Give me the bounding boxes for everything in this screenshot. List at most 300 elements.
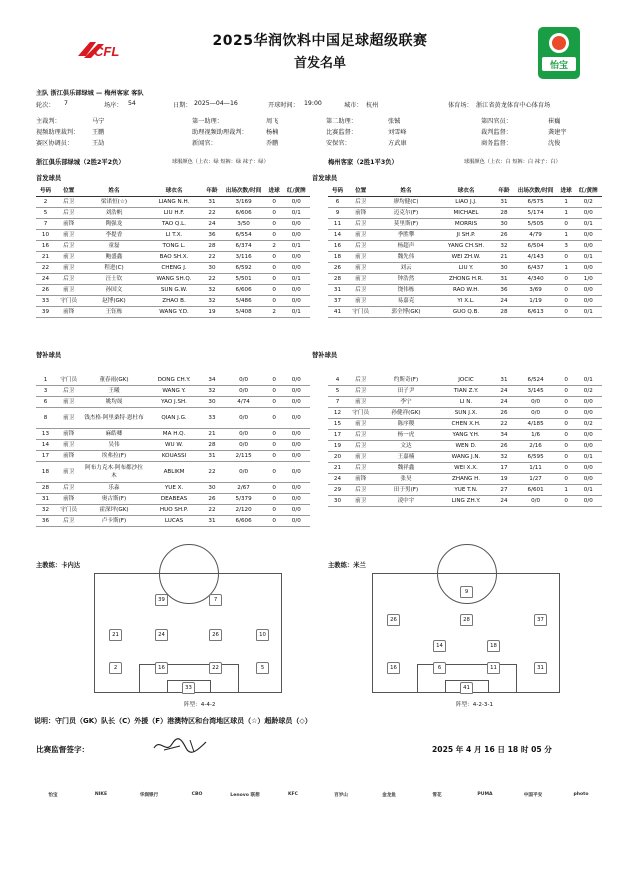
table-cell: 1	[558, 208, 575, 219]
table-cell: DONG CH.Y.	[146, 375, 203, 386]
table-row	[36, 263, 310, 274]
table-cell: 前卫	[55, 397, 82, 408]
table-cell: 前卫	[347, 230, 374, 241]
table-cell: TONG L.	[146, 241, 203, 252]
table-cell: ZHAO B.	[146, 296, 203, 307]
table-cell: 0/1	[575, 485, 602, 496]
table-cell: 后卫	[347, 441, 374, 452]
table-cell: LI N.	[438, 397, 495, 408]
match-info-row: 轮次： 7 场序： 54 日期： 2025—04—16 开球时间： 19:00 城市： 杭州 体育场： 浙江省黄龙体育中心体育场	[36, 100, 551, 109]
table-cell: 36	[36, 516, 55, 527]
table-cell: 前卫	[55, 440, 82, 451]
sponsor-logo: 百岁山	[334, 793, 348, 798]
table-cell: 31	[328, 285, 347, 296]
table-cell: LIU Y.	[438, 263, 495, 274]
table-row	[36, 386, 310, 397]
sponsor-strip	[30, 780, 610, 820]
table-row	[328, 274, 602, 285]
table-cell: 24	[494, 296, 513, 307]
table-cell: 6/592	[221, 263, 265, 274]
table-cell: 0/0	[575, 408, 602, 419]
table-cell: 迈克尔(F)	[374, 208, 437, 219]
table-cell: 0/0	[283, 408, 310, 429]
table-cell: 6	[36, 397, 55, 408]
table-row	[328, 375, 602, 386]
table-row	[328, 430, 602, 441]
table-cell: 0/0	[283, 386, 310, 397]
column-header: 号码	[36, 186, 55, 197]
table-cell: 0	[266, 296, 283, 307]
table-row	[36, 219, 310, 230]
table-row	[36, 505, 310, 516]
table-cell: 0	[558, 296, 575, 307]
table-cell: 30	[494, 219, 513, 230]
table-row	[36, 429, 310, 440]
table-cell: 3	[36, 386, 55, 397]
table-row	[36, 296, 310, 307]
table-cell: 0	[266, 197, 283, 208]
table-cell: 16	[36, 241, 55, 252]
table-row	[328, 463, 602, 474]
table-cell: RAO W.H.	[438, 285, 495, 296]
table-cell: 后卫	[55, 274, 82, 285]
page-title: 2025华润饮料中国足球超级联赛	[212, 33, 428, 49]
player-shirt-icon: 16	[155, 662, 168, 674]
column-header: 姓名	[374, 186, 437, 197]
table-cell: 30	[202, 397, 221, 408]
table-cell: 赵博(GK)	[82, 296, 145, 307]
column-header: 进球	[266, 186, 283, 197]
table-cell: 前卫	[55, 285, 82, 296]
table-cell: 0/1	[283, 274, 310, 285]
table-cell: 0	[558, 397, 575, 408]
table-cell: 程进(C)	[82, 263, 145, 274]
table-cell: 0	[266, 494, 283, 505]
table-cell: 0/0	[283, 263, 310, 274]
table-row	[328, 252, 602, 263]
table-cell: 后卫	[347, 485, 374, 496]
home-team-colors: 球服颜色（上衣：绿 短裤：绿 袜子：绿）	[172, 159, 269, 165]
table-cell: 6/601	[513, 485, 557, 496]
table-cell: 0/0	[283, 296, 310, 307]
table-cell: 0/0	[513, 496, 557, 507]
table-cell: 32	[494, 452, 513, 463]
table-cell: 前卫	[55, 462, 82, 483]
table-cell: 2/67	[221, 483, 265, 494]
table-cell: 钟浩然	[374, 274, 437, 285]
table-cell: 前锋	[347, 208, 374, 219]
table-cell: 后卫	[347, 219, 374, 230]
table-cell: 0/0	[283, 197, 310, 208]
table-cell: 0/0	[513, 397, 557, 408]
table-cell: 21	[328, 463, 347, 474]
player-shirt-icon: 22	[209, 662, 222, 674]
table-cell: 凌中宇	[374, 496, 437, 507]
table-cell: 饶伟栋	[374, 285, 437, 296]
table-cell: 6/437	[513, 263, 557, 274]
table-cell: 0/0	[221, 429, 265, 440]
table-row	[36, 516, 310, 527]
table-cell: 2/115	[221, 451, 265, 462]
table-cell: 34	[202, 375, 221, 386]
table-cell: 后卫	[347, 463, 374, 474]
table-cell: 0	[266, 274, 283, 285]
player-shirt-icon: 18	[487, 640, 500, 652]
table-cell: 0/0	[575, 263, 602, 274]
home-team-name: 浙江俱乐部绿城（2胜2平2负）	[36, 159, 125, 166]
table-cell: 1	[558, 197, 575, 208]
home-formation: 阵型：4-4-2	[184, 702, 216, 708]
table-row	[36, 197, 310, 208]
table-cell: SUN G.W.	[146, 285, 203, 296]
player-shirt-icon: 24	[155, 629, 168, 641]
sponsor-logo: 雪花	[432, 793, 442, 798]
table-cell: 6/606	[221, 285, 265, 296]
sponsor-logo: 中国平安	[523, 793, 543, 798]
table-cell: 前卫	[347, 452, 374, 463]
column-header: 红/黄牌	[283, 186, 310, 197]
table-cell: 0	[558, 441, 575, 452]
player-shirt-icon: 7	[209, 594, 222, 606]
away-formation: 阵型：4-2-3-1	[456, 702, 494, 708]
table-cell: 季胜攀	[374, 230, 437, 241]
player-shirt-icon: 37	[534, 614, 547, 626]
table-row	[328, 452, 602, 463]
table-cell: 守门员	[55, 505, 82, 516]
home-starters-table	[36, 186, 310, 318]
table-cell: 姚均晟	[82, 397, 145, 408]
table-cell: 36	[202, 230, 221, 241]
table-cell: LIAO J.J.	[438, 197, 495, 208]
table-cell: 0/0	[283, 494, 310, 505]
table-cell: 22	[202, 252, 221, 263]
table-cell: 0	[266, 375, 283, 386]
sponsor-logo: 怡宝	[48, 793, 58, 798]
table-cell: 0	[266, 285, 283, 296]
table-cell: 0/0	[575, 397, 602, 408]
table-cell: 26	[494, 230, 513, 241]
table-cell: ZHANG H.	[438, 474, 495, 485]
table-cell: 22	[202, 462, 221, 483]
table-cell: CHENG J.	[146, 263, 203, 274]
column-header: 姓名	[82, 186, 145, 197]
table-row	[328, 285, 602, 296]
table-cell: 29	[328, 485, 347, 496]
table-row	[328, 474, 602, 485]
table-cell: 0/0	[575, 474, 602, 485]
table-cell: 前锋	[55, 307, 82, 318]
table-cell: 24	[202, 219, 221, 230]
table-cell: 3/169	[221, 197, 265, 208]
player-shirt-icon: 16	[387, 662, 400, 674]
table-row	[36, 252, 310, 263]
teams-line: 主队 浙江俱乐部绿城 — 梅州客家 客队	[36, 90, 144, 97]
table-cell: 31	[494, 197, 513, 208]
table-cell: 26	[328, 263, 347, 274]
table-cell: 26	[202, 494, 221, 505]
table-cell: 0/0	[283, 451, 310, 462]
table-cell: 霍深坪(GK)	[82, 505, 145, 516]
table-cell: 后卫	[347, 285, 374, 296]
player-shirt-icon: 6	[433, 662, 446, 674]
table-row	[328, 441, 602, 452]
table-cell: 魏先伟	[374, 252, 437, 263]
table-cell: WANG Y.D.	[146, 307, 203, 318]
table-cell: 0/0	[221, 440, 265, 451]
column-header: 出场次数/时间	[513, 186, 557, 197]
table-cell: 0/0	[575, 230, 602, 241]
table-row	[36, 408, 310, 429]
table-cell: 李提香	[82, 230, 145, 241]
table-cell: 34	[494, 430, 513, 441]
table-header-row	[36, 186, 310, 197]
table-row	[36, 462, 310, 483]
table-cell: JOCIC	[438, 375, 495, 386]
table-row	[36, 274, 310, 285]
table-cell: 0/1	[283, 208, 310, 219]
table-cell: 9	[328, 208, 347, 219]
table-cell: 30	[328, 496, 347, 507]
table-cell: 32	[36, 505, 55, 516]
table-cell: 19	[202, 307, 221, 318]
table-cell: 前卫	[55, 408, 82, 429]
table-cell: 李宁	[374, 397, 437, 408]
table-cell: BAO SH.X.	[146, 252, 203, 263]
table-row	[328, 241, 602, 252]
svg-text:怡宝: 怡宝	[549, 61, 569, 71]
table-cell: 吴伟	[82, 440, 145, 451]
table-cell: 易嘉克	[374, 296, 437, 307]
table-row	[328, 419, 602, 430]
player-shirt-icon: 31	[534, 662, 547, 674]
table-cell: 后卫	[347, 241, 374, 252]
sponsor-logo: photo	[573, 792, 589, 797]
table-cell: 2	[266, 307, 283, 318]
table-cell: 24	[328, 474, 347, 485]
table-cell: 0/0	[283, 483, 310, 494]
column-header: 球衣名	[146, 186, 203, 197]
table-cell: 孙国文	[82, 285, 145, 296]
table-cell: 魏祥鑫	[374, 463, 437, 474]
player-shirt-icon: 14	[433, 640, 446, 652]
player-shirt-icon: 10	[256, 629, 269, 641]
table-cell: 0/0	[221, 462, 265, 483]
table-row	[328, 496, 602, 507]
table-cell: 埃弗拉(F)	[82, 451, 145, 462]
table-cell: 前锋	[347, 474, 374, 485]
table-cell: 0/0	[283, 462, 310, 483]
table-cell: 19	[494, 474, 513, 485]
table-cell: 0	[558, 307, 575, 318]
sponsor-logo: Lenovo 联想	[230, 793, 260, 798]
table-cell: 0	[558, 463, 575, 474]
table-cell: 1	[558, 485, 575, 496]
table-cell: YUE X.	[146, 483, 203, 494]
signature-mark	[150, 736, 210, 756]
table-cell: 田子尹	[374, 386, 437, 397]
table-cell: 21	[36, 252, 55, 263]
table-cell: 前卫	[347, 296, 374, 307]
table-cell: 6/554	[221, 230, 265, 241]
table-cell: ABLIKM	[146, 462, 203, 483]
table-cell: 26	[36, 285, 55, 296]
table-cell: 0/0	[513, 408, 557, 419]
table-cell: 0	[266, 429, 283, 440]
table-cell: 0	[266, 516, 283, 527]
table-cell: 6/613	[513, 307, 557, 318]
away-team-colors: 球服颜色（上衣：白 短裤：白 袜子：白）	[464, 159, 561, 165]
table-row	[36, 230, 310, 241]
table-row	[328, 408, 602, 419]
table-cell: LIU H.F.	[146, 208, 203, 219]
signature-label: 比赛监督签字：	[36, 745, 90, 754]
table-cell: 2/120	[221, 505, 265, 516]
away-subs-table	[328, 375, 602, 507]
table-cell: 26	[494, 408, 513, 419]
table-cell: 28	[202, 241, 221, 252]
table-cell: 28	[328, 274, 347, 285]
table-cell: WANG SH.Q.	[146, 274, 203, 285]
table-cell: 22	[36, 263, 55, 274]
csl-logo	[538, 27, 580, 79]
table-cell: 0/1	[575, 219, 602, 230]
player-shirt-icon: 33	[182, 682, 195, 694]
table-cell: 0/1	[283, 307, 310, 318]
table-cell: 0	[266, 483, 283, 494]
table-cell: 21	[202, 429, 221, 440]
table-cell: 4/74	[221, 397, 265, 408]
table-cell: 6/374	[221, 241, 265, 252]
home-coach: 主教练：卡内达	[36, 562, 81, 569]
table-cell: 0/0	[221, 408, 265, 429]
table-cell: 33	[36, 296, 55, 307]
table-cell: 15	[328, 419, 347, 430]
table-cell: 梁诺恒(☆)	[82, 197, 145, 208]
table-cell: 31	[202, 451, 221, 462]
table-cell: MORRIS	[438, 219, 495, 230]
table-cell: 36	[494, 285, 513, 296]
player-shirt-icon: 5	[256, 662, 269, 674]
player-shirt-icon: 26	[387, 614, 400, 626]
table-cell: 卢卡斯(F)	[82, 516, 145, 527]
table-cell: YUE T.N.	[438, 485, 495, 496]
table-row	[328, 386, 602, 397]
player-shirt-icon: 2	[109, 662, 122, 674]
table-row	[36, 285, 310, 296]
table-cell: 0	[558, 386, 575, 397]
table-cell: 约斯奇(F)	[374, 375, 437, 386]
table-cell: 0/0	[283, 219, 310, 230]
table-cell: 0/0	[221, 386, 265, 397]
table-cell: 5/408	[221, 307, 265, 318]
table-cell: 18	[36, 462, 55, 483]
table-row	[328, 197, 602, 208]
player-shirt-icon: 9	[460, 586, 473, 598]
sponsor-logo: KFC	[287, 792, 299, 797]
table-cell: 0	[266, 451, 283, 462]
away-team-name: 梅州客家（2胜1平3负）	[328, 159, 398, 166]
table-cell: YAO J.SH.	[146, 397, 203, 408]
table-cell: 0/0	[575, 241, 602, 252]
table-cell: 3/145	[513, 386, 557, 397]
table-cell: 0/0	[283, 375, 310, 386]
table-cell: 0	[266, 219, 283, 230]
table-row	[328, 485, 602, 496]
table-cell: 6/595	[513, 452, 557, 463]
away-starters-table	[328, 186, 602, 318]
column-header: 号码	[328, 186, 347, 197]
away-coach: 主教练：米兰	[328, 562, 366, 569]
table-cell: 孙健祥(GK)	[374, 408, 437, 419]
table-cell: 0/0	[283, 397, 310, 408]
table-cell: MICHAEL	[438, 208, 495, 219]
table-cell: 1/27	[513, 474, 557, 485]
table-cell: 0/1	[575, 252, 602, 263]
table-cell: 31	[202, 516, 221, 527]
table-cell: 0	[266, 440, 283, 451]
table-cell: 4	[328, 375, 347, 386]
table-cell: 前卫	[55, 230, 82, 241]
table-cell: 王嘉楠	[374, 452, 437, 463]
table-row	[328, 208, 602, 219]
table-cell: 0/0	[283, 505, 310, 516]
player-shirt-icon: 26	[209, 629, 222, 641]
home-formation-pitch	[94, 573, 282, 693]
column-header: 位置	[347, 186, 374, 197]
table-cell: 22	[494, 419, 513, 430]
table-cell: 31	[494, 375, 513, 386]
table-cell: 守门员	[55, 296, 82, 307]
table-cell: TAO Q.L.	[146, 219, 203, 230]
table-cell: 0	[558, 496, 575, 507]
table-cell: 0/0	[283, 429, 310, 440]
table-cell: 30	[202, 263, 221, 274]
table-cell: LI T.X.	[146, 230, 203, 241]
table-cell: 前卫	[55, 252, 82, 263]
table-cell: 0	[558, 252, 575, 263]
table-cell: 0	[558, 219, 575, 230]
table-cell: 24	[494, 386, 513, 397]
table-cell: 33	[202, 408, 221, 429]
table-cell: 1/6	[513, 430, 557, 441]
table-cell: 3/50	[221, 219, 265, 230]
sponsor-logo: PUMA	[477, 792, 493, 797]
table-cell: 0/0	[575, 296, 602, 307]
table-cell: 22	[202, 505, 221, 516]
table-cell: 麻皓卿	[82, 429, 145, 440]
table-cell: 14	[328, 230, 347, 241]
table-cell: 5/379	[221, 494, 265, 505]
table-cell: 后卫	[55, 241, 82, 252]
table-cell: 莫里斯(F)	[374, 219, 437, 230]
table-cell: 前锋	[55, 494, 82, 505]
table-cell: 0	[266, 462, 283, 483]
table-cell: 0	[558, 419, 575, 430]
column-header: 年龄	[494, 186, 513, 197]
table-cell: 前卫	[347, 263, 374, 274]
table-cell: 奥古斯(F)	[82, 494, 145, 505]
table-cell: 0	[558, 375, 575, 386]
table-cell: YI X.L.	[438, 296, 495, 307]
table-cell: 6	[328, 197, 347, 208]
table-cell: 后卫	[347, 386, 374, 397]
table-row	[328, 230, 602, 241]
table-cell: 27	[494, 485, 513, 496]
table-cell: LIANG N.H.	[146, 197, 203, 208]
table-cell: 5	[328, 386, 347, 397]
table-cell: 阿布力克木·阿布都沙拉木	[82, 462, 145, 483]
table-cell: 16	[328, 241, 347, 252]
